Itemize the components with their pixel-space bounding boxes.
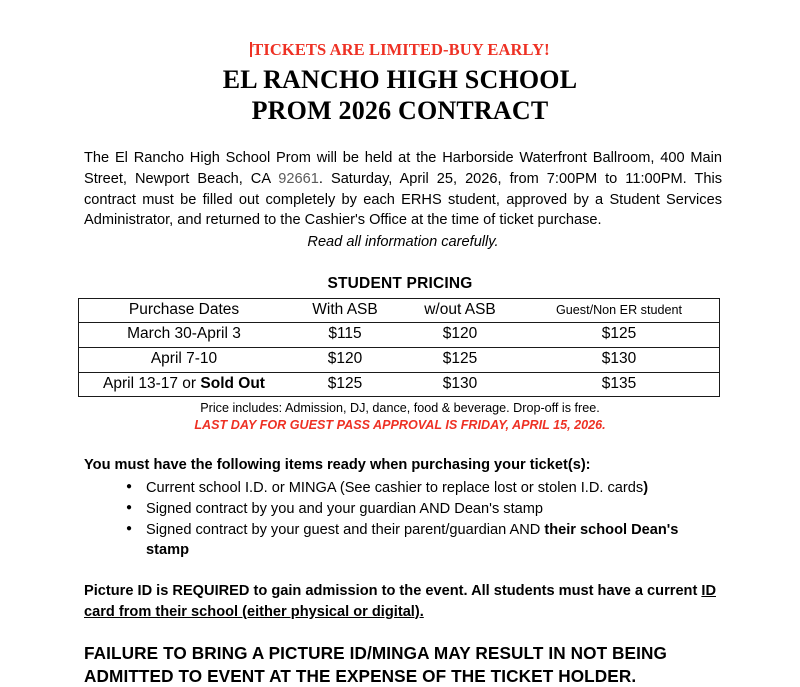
cell-purchase-dates (79, 372, 290, 397)
banner-text: TICKETS ARE LIMITED-BUY EARLY! (252, 40, 550, 59)
cell-purchase-dates (79, 348, 290, 373)
cell-purchase-dates (79, 323, 290, 348)
read-all-information-note: Read all information carefully. (307, 234, 499, 251)
cell-guest-price: $130 (519, 348, 720, 373)
cell-without-asb-price: $130 (401, 372, 519, 397)
cell-without-asb-price: $125 (401, 348, 519, 373)
pricing-table-wrapper (0, 293, 800, 397)
column-header-purchase-dates: Purchase Dates (79, 298, 290, 323)
list-item (146, 499, 722, 519)
price-includes-note: Price includes: Admission, DJ, dance, food & beverage. Drop-off is free. (200, 401, 600, 416)
picture-id-line2-underlined: ID card from their school (either physical or digital). (84, 583, 716, 620)
column-header-with-asb: With ASB (289, 298, 401, 323)
venue-zip-code: 92661 (278, 170, 319, 187)
school-title: EL RANCHO HIGH SCHOOL (222, 64, 578, 94)
list-item (146, 520, 722, 560)
failure-notice: FAILURE TO BRING A PICTURE ID/MINGA MAY RESULT IN NOT BEING ADMITTED TO EVENT AT THE EXPENSE OF THE TICKET HOLDER. (84, 642, 667, 686)
requirement-text: Signed contract by your guest and their parent/guardian AND (146, 522, 545, 539)
requirement-text: Current school I.D. or MINGA (See cashier to replace lost or stolen I.D. cards (146, 479, 644, 496)
guest-pass-deadline-note: LAST DAY FOR GUEST PASS APPROVAL IS FRIDAY, APRIL 15, 2026. (194, 418, 606, 433)
dates-plain-text: April 7-10 (150, 350, 218, 368)
table-row (79, 348, 720, 373)
cell-without-asb-price: $120 (401, 323, 519, 348)
intro-paragraph (0, 125, 800, 253)
student-pricing-table (78, 298, 720, 397)
table-header-row (79, 298, 720, 323)
picture-id-requirement (0, 561, 800, 621)
cell-guest-price: $135 (519, 372, 720, 397)
dates-plain-text: March 30-April 3 (127, 325, 241, 343)
picture-id-line1: Picture ID is REQUIRED to gain admission to the event. All students must have a current (84, 583, 702, 600)
intro-text-part1: The El Rancho High School Prom will be held at the Harborside Waterfront Ballroom, 400 Main Street, Newport Beach, CA (84, 150, 722, 187)
requirements-list (0, 476, 800, 561)
table-row (79, 323, 720, 348)
column-header-guest-non-er: Guest/Non ER student (519, 298, 720, 323)
requirement-bold-text: ) (643, 479, 649, 496)
table-row (79, 372, 720, 397)
limited-tickets-banner (0, 0, 800, 60)
requirement-text: Signed contract by you and your guardian AND Dean's stamp (146, 501, 544, 518)
student-pricing-heading: STUDENT PRICING (327, 274, 473, 292)
requirement-bold-text: their school Dean's stamp (146, 522, 679, 559)
contract-title: PROM 2026 CONTRACT (251, 95, 549, 125)
cell-with-asb-price: $115 (289, 323, 401, 348)
cell-with-asb-price: $125 (289, 372, 401, 397)
requirements-heading: You must have the following items ready when purchasing your ticket(s): (84, 457, 591, 474)
dates-bold-text: Sold Out (200, 374, 265, 392)
dates-plain-text: April 13-17 or (103, 374, 201, 392)
intro-text-part2: . Saturday, April 25, 2026, from 7:00PM to 11:00PM. This contract must be filled out completely by each ERHS student, approved by a Student Services Administrator, and returned to the Cashier's Office at the time of ticket purchase. (84, 170, 722, 229)
list-item (146, 478, 722, 498)
cell-with-asb-price: $120 (289, 348, 401, 373)
column-header-without-asb: w/out ASB (401, 298, 519, 323)
cell-guest-price: $125 (519, 323, 720, 348)
